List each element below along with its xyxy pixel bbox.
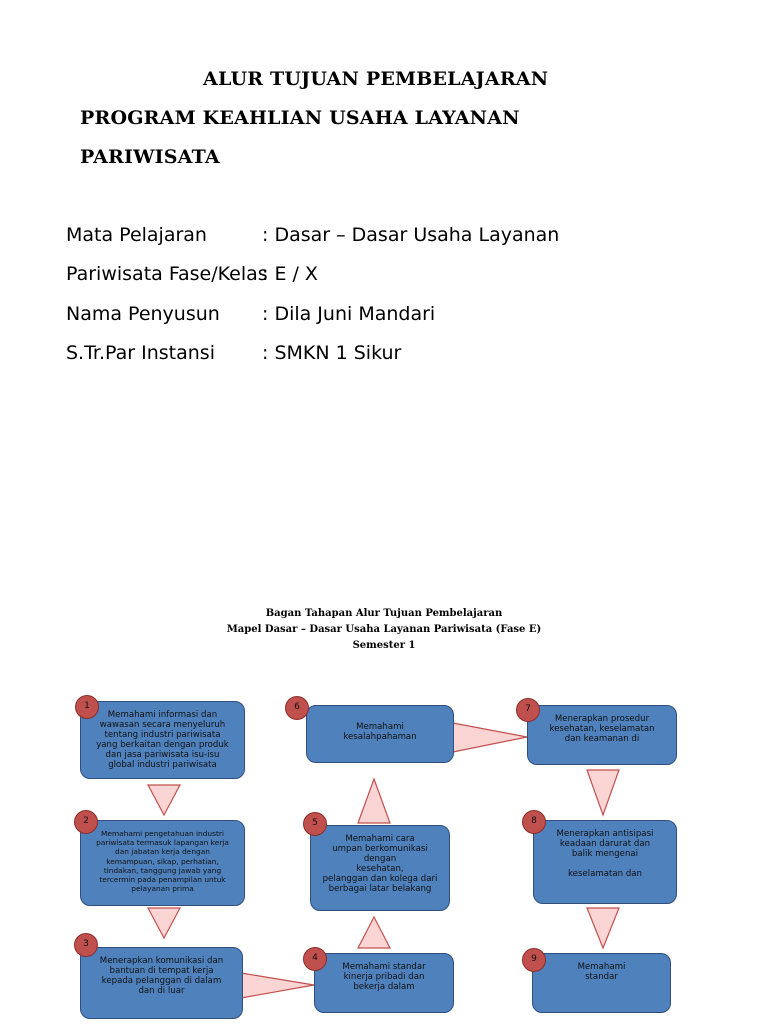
step-text: Memahami standar kinerja pribadi dan bekerja dalam bbox=[342, 962, 426, 992]
step-box-3 bbox=[80, 947, 243, 1019]
arrow-1-to-2 bbox=[148, 785, 180, 815]
step-badge-9: 9 bbox=[522, 948, 546, 972]
arrow-2-to-3 bbox=[148, 908, 180, 938]
arrow-5-to-6 bbox=[358, 779, 390, 823]
step-box-6 bbox=[306, 705, 454, 763]
step-text: Menerapkan antisipasi keadaan darurat dan balik mengenai keselamatan dan bbox=[556, 829, 654, 879]
doc-title-line2: PROGRAM KEAHLIAN USAHA LAYANAN bbox=[80, 107, 520, 129]
step-badge-6: 6 bbox=[285, 696, 309, 720]
doc-title-line1: ALUR TUJUAN PEMBELAJARAN bbox=[203, 68, 549, 90]
chart-title-1: Bagan Tahapan Alur Tujuan Pembelajaran bbox=[265, 608, 503, 619]
step-box-8 bbox=[533, 820, 677, 904]
step-text: Memahami kesalahpahaman bbox=[343, 722, 417, 742]
step-text: Memahami standar bbox=[577, 962, 626, 982]
step-box-1 bbox=[80, 701, 245, 779]
chart-title-3: Semester 1 bbox=[352, 640, 416, 651]
meta-value: : Dasar – Dasar Usaha Layanan bbox=[262, 224, 560, 246]
step-badge-8: 8 bbox=[522, 810, 546, 834]
step-badge-4: 4 bbox=[303, 947, 327, 971]
step-badge-3: 3 bbox=[74, 933, 98, 957]
step-box-2 bbox=[80, 820, 245, 906]
step-text: Menerapkan komunikasi dan bantuan di tempat kerja kepada pelanggan di dalam dan di luar bbox=[99, 956, 224, 996]
step-badge-2: 2 bbox=[74, 810, 98, 834]
arrow-7-to-8 bbox=[587, 770, 619, 815]
step-box-4 bbox=[314, 953, 454, 1013]
arrow-4-to-5 bbox=[358, 917, 390, 948]
step-badge-7: 7 bbox=[516, 698, 540, 722]
meta-label: Mata Pelajaran bbox=[66, 224, 207, 246]
meta-value: : SMKN 1 Sikur bbox=[262, 342, 402, 364]
step-box-7 bbox=[527, 705, 677, 765]
step-text: Memahami pengetahuan industri pariwisata termasuk lapangan kerja dan jabatan kerja dengan kemampuan, sikap, perhatian, tindakan, tanggung jawab yang tercermin pada penampilan untuk pelayanan prima bbox=[96, 829, 229, 894]
meta-label: S.Tr.Par Instansi bbox=[66, 342, 215, 364]
step-box-5 bbox=[310, 825, 450, 911]
step-text: Menerapkan prosedur kesehatan, keselamatan dan keamanan di bbox=[549, 714, 655, 744]
arrow-6-to-7 bbox=[453, 723, 527, 752]
arrow-8-to-9 bbox=[587, 908, 619, 948]
step-badge-1: 1 bbox=[75, 695, 99, 719]
meta-label: Pariwisata Fase/Kelas bbox=[66, 263, 268, 285]
meta-label: Nama Penyusun bbox=[66, 303, 220, 325]
step-badge-5: 5 bbox=[303, 812, 327, 836]
step-text: Memahami informasi dan wawasan secara menyeluruh tentang industri pariwisata yang berkaitan dengan produk dan jasa pariwisata isu-isu global industri pariwisata bbox=[96, 710, 229, 770]
arrow-3-to-4 bbox=[241, 973, 314, 998]
doc-title-line3: PARIWISATA bbox=[80, 146, 220, 168]
step-box-9 bbox=[532, 953, 671, 1013]
chart-title-2: Mapel Dasar – Dasar Usaha Layanan Pariwisata (Fase E) bbox=[226, 624, 542, 635]
step-text: Memahami cara umpan berkomunikasi dengan kesehatan, pelanggan dan kolega dari berbagai latar belakang bbox=[322, 834, 438, 894]
meta-value: : E / X bbox=[262, 263, 318, 285]
meta-value: : Dila Juni Mandari bbox=[262, 303, 436, 325]
